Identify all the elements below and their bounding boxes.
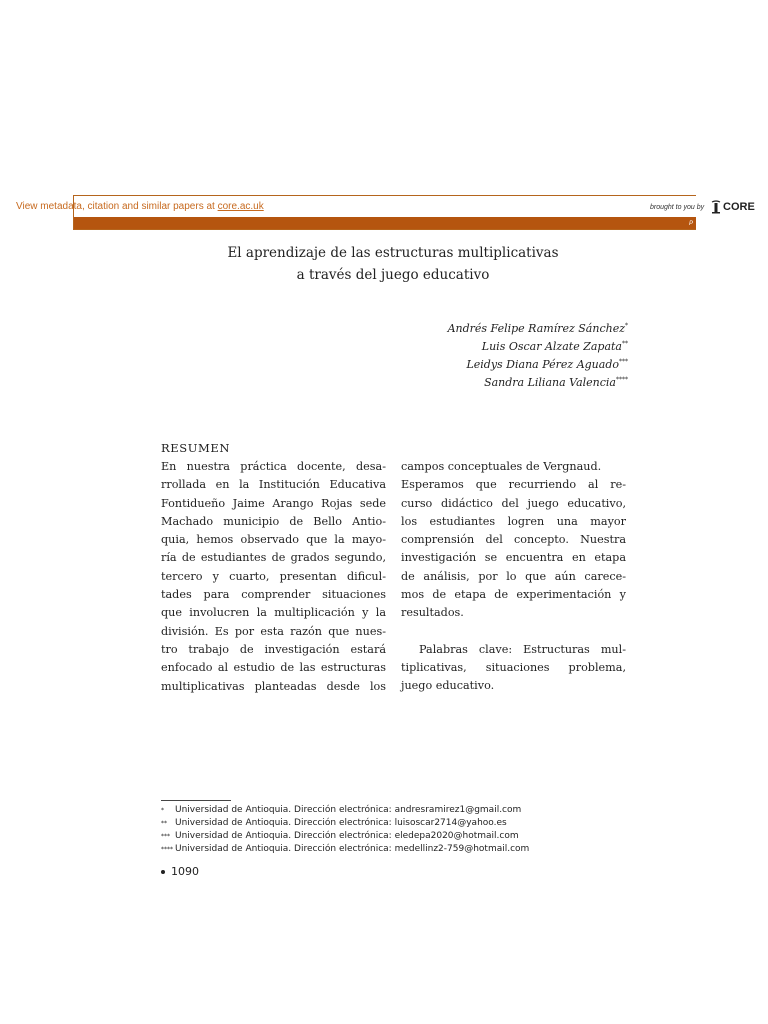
keywords-line: juego educativo. (401, 679, 495, 693)
abstract-line: comprensión del concepto. Nuestra (401, 533, 626, 547)
core-logo-text: CORE (723, 201, 755, 213)
abstract-line: multiplicativas planteadas desde los (161, 679, 386, 693)
author: Luis Oscar Alzate Zapata** (481, 340, 628, 353)
footnote-rule (161, 800, 231, 801)
footnotes (161, 804, 529, 856)
abstract-line: enfocado al estudio de las estructuras (161, 661, 386, 675)
abstract-line: curso didáctico del juego educativo, (401, 496, 626, 510)
abstract-line: rrollada en la Institución Educativa (161, 478, 386, 492)
abstract-line: tades para comprender situaciones (161, 588, 386, 602)
paper-title-line-2: a través del juego educativo (296, 267, 490, 283)
abstract-line: campos conceptuales de Vergnaud. (401, 460, 602, 473)
author: Andrés Felipe Ramírez Sánchez* (447, 322, 628, 335)
abstract-line: Machado municipio de Bello Antio- (161, 514, 386, 528)
keywords-block (401, 641, 626, 696)
core-ac-uk-link[interactable]: core.ac.uk (217, 201, 264, 212)
footnote: * Universidad de Antioquia. Dirección electrónica: andresramirez1@gmail.com (161, 805, 522, 815)
abstract-line: mos de etapa de experimentación y (401, 588, 626, 602)
footnote: *** Universidad de Antioquia. Dirección electrónica: eledepa2020@hotmail.com (161, 831, 519, 841)
view-metadata-link[interactable] (16, 201, 264, 212)
paper-title-line-1: El aprendizaje de las estructuras multiplicativas (227, 245, 559, 261)
author-list (448, 320, 628, 392)
core-logo[interactable] (711, 200, 755, 214)
view-metadata-text: View metadata, citation and similar papers at (16, 201, 218, 212)
abstract-line: ría de estudiantes de grados segundo, (161, 551, 386, 565)
abstract-line: división. Es por esta razón que nues- (161, 624, 386, 638)
abstract-line: que involucren la multiplicación y la (161, 606, 386, 620)
abstract-line: Fontidueño Jaime Arango Rojas sede (161, 496, 386, 510)
abstract-line: tercero y cuarto, presentan dificul- (161, 569, 386, 583)
bullet-icon (161, 870, 165, 874)
abstract-right-column (401, 458, 626, 696)
author: Sandra Liliana Valencia**** (484, 376, 628, 389)
abstract-line: quia, hemos observado que la mayo- (161, 533, 386, 547)
abstract-heading: RESUMEN (161, 441, 231, 455)
abstract-left-column (161, 458, 386, 696)
footnote: ** Universidad de Antioquia. Dirección electrónica: luisoscar2714@yahoo.es (161, 818, 507, 828)
abstract-line: tro trabajo de investigación estará (161, 642, 386, 656)
footnote: **** Universidad de Antioquia. Dirección electrónica: medellinz2-759@hotmail.com (161, 844, 530, 854)
brought-to-you-by: brought to you by (650, 204, 705, 211)
provided-by-mark: P (689, 221, 694, 227)
abstract-line: los estudiantes logren una mayor (401, 514, 626, 528)
abstract-line: Esperamos que recurriendo al re- (401, 478, 626, 492)
keywords-line: Palabras clave: Estructuras mul- (419, 642, 626, 656)
banner-accent-bar (74, 217, 696, 229)
author: Leidys Diana Pérez Aguado*** (466, 358, 628, 371)
abstract-line: de análisis, por lo que aún carece- (401, 569, 626, 583)
page-number: 1090 (161, 865, 199, 878)
abstract-line: investigación se encuentra en etapa (401, 551, 626, 565)
abstract-line: En nuestra práctica docente, desa- (161, 460, 386, 473)
core-logo-icon (711, 200, 721, 214)
abstract-line: resultados. (401, 606, 464, 620)
keywords-line: tiplicativas, situaciones problema, (401, 660, 626, 674)
